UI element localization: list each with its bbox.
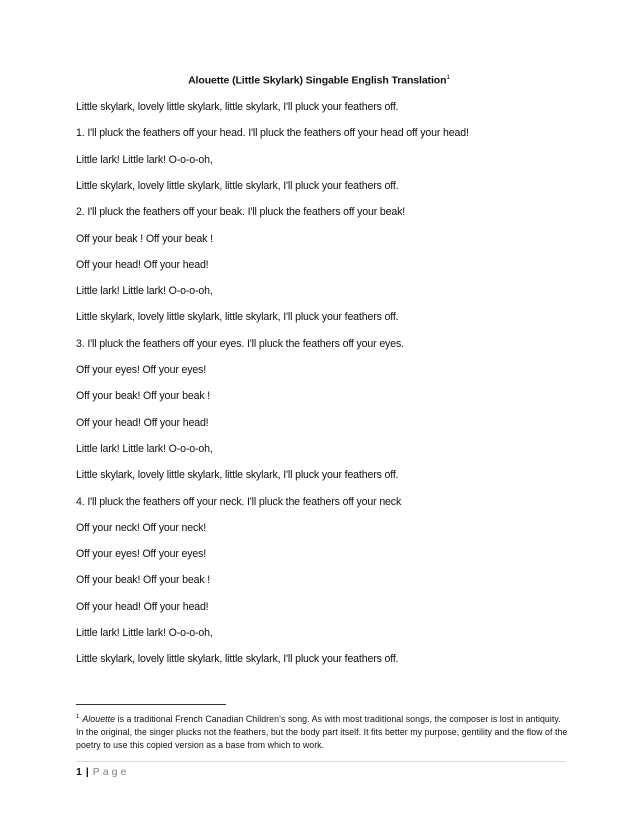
lyric-line: Little lark! Little lark! O-o-o-oh, bbox=[76, 442, 213, 455]
lyric-line: Off your beak ! Off your beak ! bbox=[76, 232, 213, 245]
lyric-line: 3. I'll pluck the feathers off your eyes. I'll pluck the feathers off your eyes. bbox=[76, 337, 404, 350]
lyric-line: Off your head! Off your head! bbox=[76, 600, 209, 613]
lyric-line: Little skylark, lovely little skylark, little skylark, I'll pluck your feathers off. bbox=[76, 179, 399, 192]
title-text: Alouette (Little Skylark) Singable English Translation bbox=[188, 74, 447, 87]
lyric-line: Off your head! Off your head! bbox=[76, 258, 209, 271]
lyric-line: 2. I'll pluck the feathers off your beak. I'll pluck the feathers off your beak! bbox=[76, 206, 406, 219]
lyric-line: Off your beak! Off your beak ! bbox=[76, 574, 211, 587]
lyric-line: Off your eyes! Off your eyes! bbox=[76, 364, 207, 376]
lyric-line: Off your head! Off your head! bbox=[76, 416, 209, 429]
page-footer bbox=[76, 766, 129, 778]
lyric-line: Little lark! Little lark! O-o-o-oh, bbox=[76, 627, 213, 639]
lyric-line: Off your eyes! Off your eyes! bbox=[76, 548, 207, 561]
footnote bbox=[76, 711, 568, 752]
footnote-mark: 1 bbox=[76, 714, 80, 720]
page-number: 1 bbox=[76, 766, 82, 778]
lyric-line: Little skylark, lovely little skylark, little skylark, I'll pluck your feathers off. bbox=[76, 101, 399, 113]
footnote-separator bbox=[76, 704, 226, 705]
page-label: Page bbox=[92, 766, 130, 778]
lyric-line: Little lark! Little lark! O-o-o-oh, bbox=[76, 285, 213, 298]
title-footnote-mark: 1 bbox=[446, 74, 450, 81]
lyric-line: Off your beak! Off your beak ! bbox=[76, 390, 211, 403]
lyric-line: Off your neck! Off your neck! bbox=[76, 521, 207, 534]
lyric-line: Little lark! Little lark! O-o-o-oh, bbox=[76, 153, 213, 166]
footnote-italic-word: Alouette bbox=[82, 713, 116, 724]
lyric-line: Little skylark, lovely little skylark, little skylark, I'll pluck your feathers off. bbox=[76, 469, 399, 482]
lyric-line: 1. I'll pluck the feathers off your head. I'll pluck the feathers off your head off your head! bbox=[76, 127, 469, 140]
lyric-line: 4. I'll pluck the feathers off your neck. I'll pluck the feathers off your neck bbox=[76, 495, 402, 508]
footer-separator: | bbox=[85, 766, 89, 778]
footer-divider bbox=[76, 761, 566, 762]
document-title bbox=[0, 74, 638, 87]
lyric-line: Little skylark, lovely little skylark, little skylark, I'll pluck your feathers off. bbox=[76, 653, 399, 666]
footnote-text: is a traditional French Canadian Children’s song. As with most traditional songs, the composer is lost in antiquity. In the original, the singer plucks not the feathers, but the body part itself. It fits better my purpose, gentility and the flow of the poetry to use this copied version as a base from which to work. bbox=[76, 713, 568, 750]
lyric-line: Little skylark, lovely little skylark, little skylark, I'll pluck your feathers off. bbox=[76, 311, 399, 324]
